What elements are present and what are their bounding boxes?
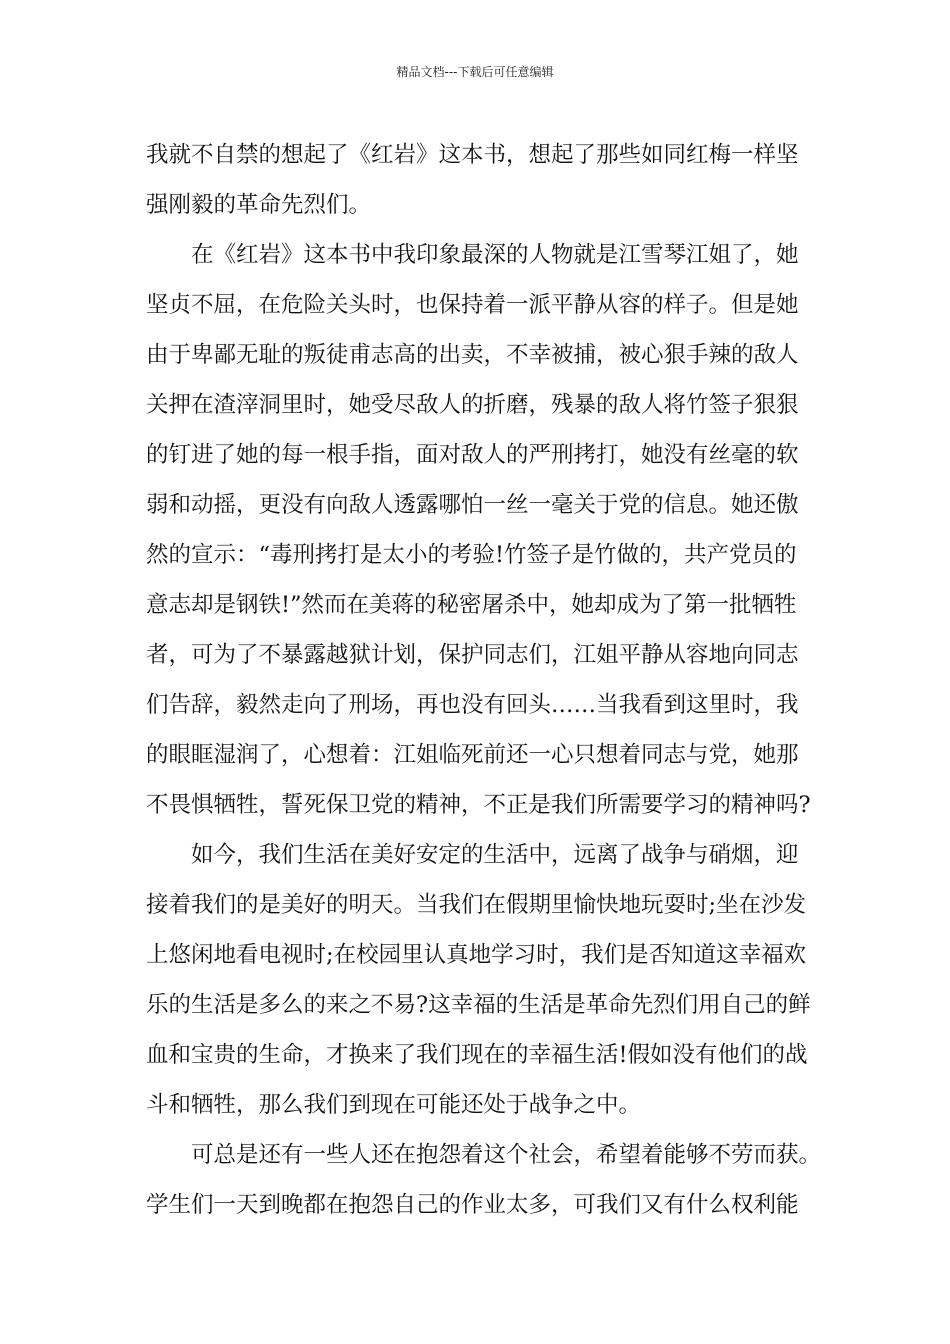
text-line: 者，可为了不暴露越狱计划，保护同志们，江姐平静从容地向同志	[146, 642, 799, 668]
text-line: 学生们一天到晚都在抱怨自己的作业太多，可我们又有什么权利能	[146, 1192, 799, 1218]
text-line: 接着我们的是美好的明天。当我们在假期里愉快地玩耍时;坐在沙发	[146, 892, 807, 918]
text-line: 乐的生活是多么的来之不易?这幸福的生活是革命先烈们用自己的鲜	[146, 992, 811, 1018]
text-line: 强刚毅的革命先烈们。	[146, 192, 372, 218]
text-line: 可总是还有一些人还在抱怨着这个社会，希望着能够不劳而获。	[191, 1142, 822, 1168]
text-line: 们告辞，毅然走向了刑场，再也没有回头……当我看到这里时，我	[146, 692, 799, 718]
text-line: 然的宣示：“毒刑拷打是太小的考验!竹签子是竹做的，共产党员的	[146, 542, 797, 568]
text-line: 不畏惧牺牲，誓死保卫党的精神，不正是我们所需要学习的精神吗?	[146, 792, 811, 818]
text-line: 斗和牺牲，那么我们到现在可能还处于战争之中。	[146, 1092, 642, 1118]
text-line: 在《红岩》这本书中我印象最深的人物就是江雪琴江姐了，她	[191, 242, 799, 268]
text-line: 坚贞不屈，在危险关头时，也保持着一派平静从容的样子。但是她	[146, 292, 799, 318]
paragraph-1	[146, 130, 816, 230]
text-line: 关押在渣滓洞里时，她受尽敌人的折磨，残暴的敌人将竹签子狠狠	[146, 392, 799, 418]
text-line: 由于卑鄙无耻的叛徒甫志高的出卖，不幸被捕，被心狠手辣的敌人	[146, 342, 799, 368]
document-body	[146, 130, 822, 1230]
paragraph-2	[146, 230, 816, 830]
text-line: 血和宝贵的生命，才换来了我们现在的幸福生活!假如没有他们的战	[146, 1042, 808, 1068]
text-line: 如今，我们生活在美好安定的生活中，远离了战争与硝烟，迎	[191, 842, 799, 868]
text-line: 的眼眶湿润了，心想着：江姐临死前还一心只想着同志与党，她那	[146, 742, 799, 768]
text-line: 上悠闲地看电视时;在校园里认真地学习时，我们是否知道这幸福欢	[146, 942, 807, 968]
page-header: 精品文档---下载后可任意编辑	[396, 65, 554, 79]
text-line: 意志却是钢铁!”然而在美蒋的秘密屠杀中，她却成为了第一批牺牲	[146, 592, 797, 618]
text-line: 我就不自禁的想起了《红岩》这本书，想起了那些如同红梅一样坚	[146, 142, 799, 168]
paragraph-4	[146, 1130, 822, 1230]
text-line: 弱和动摇，更没有向敌人透露哪怕一丝一毫关于党的信息。她还傲	[146, 492, 799, 518]
paragraph-3	[146, 830, 816, 1130]
text-line: 的钉进了她的每一根手指，面对敌人的严刑拷打，她没有丝毫的软	[146, 442, 799, 468]
